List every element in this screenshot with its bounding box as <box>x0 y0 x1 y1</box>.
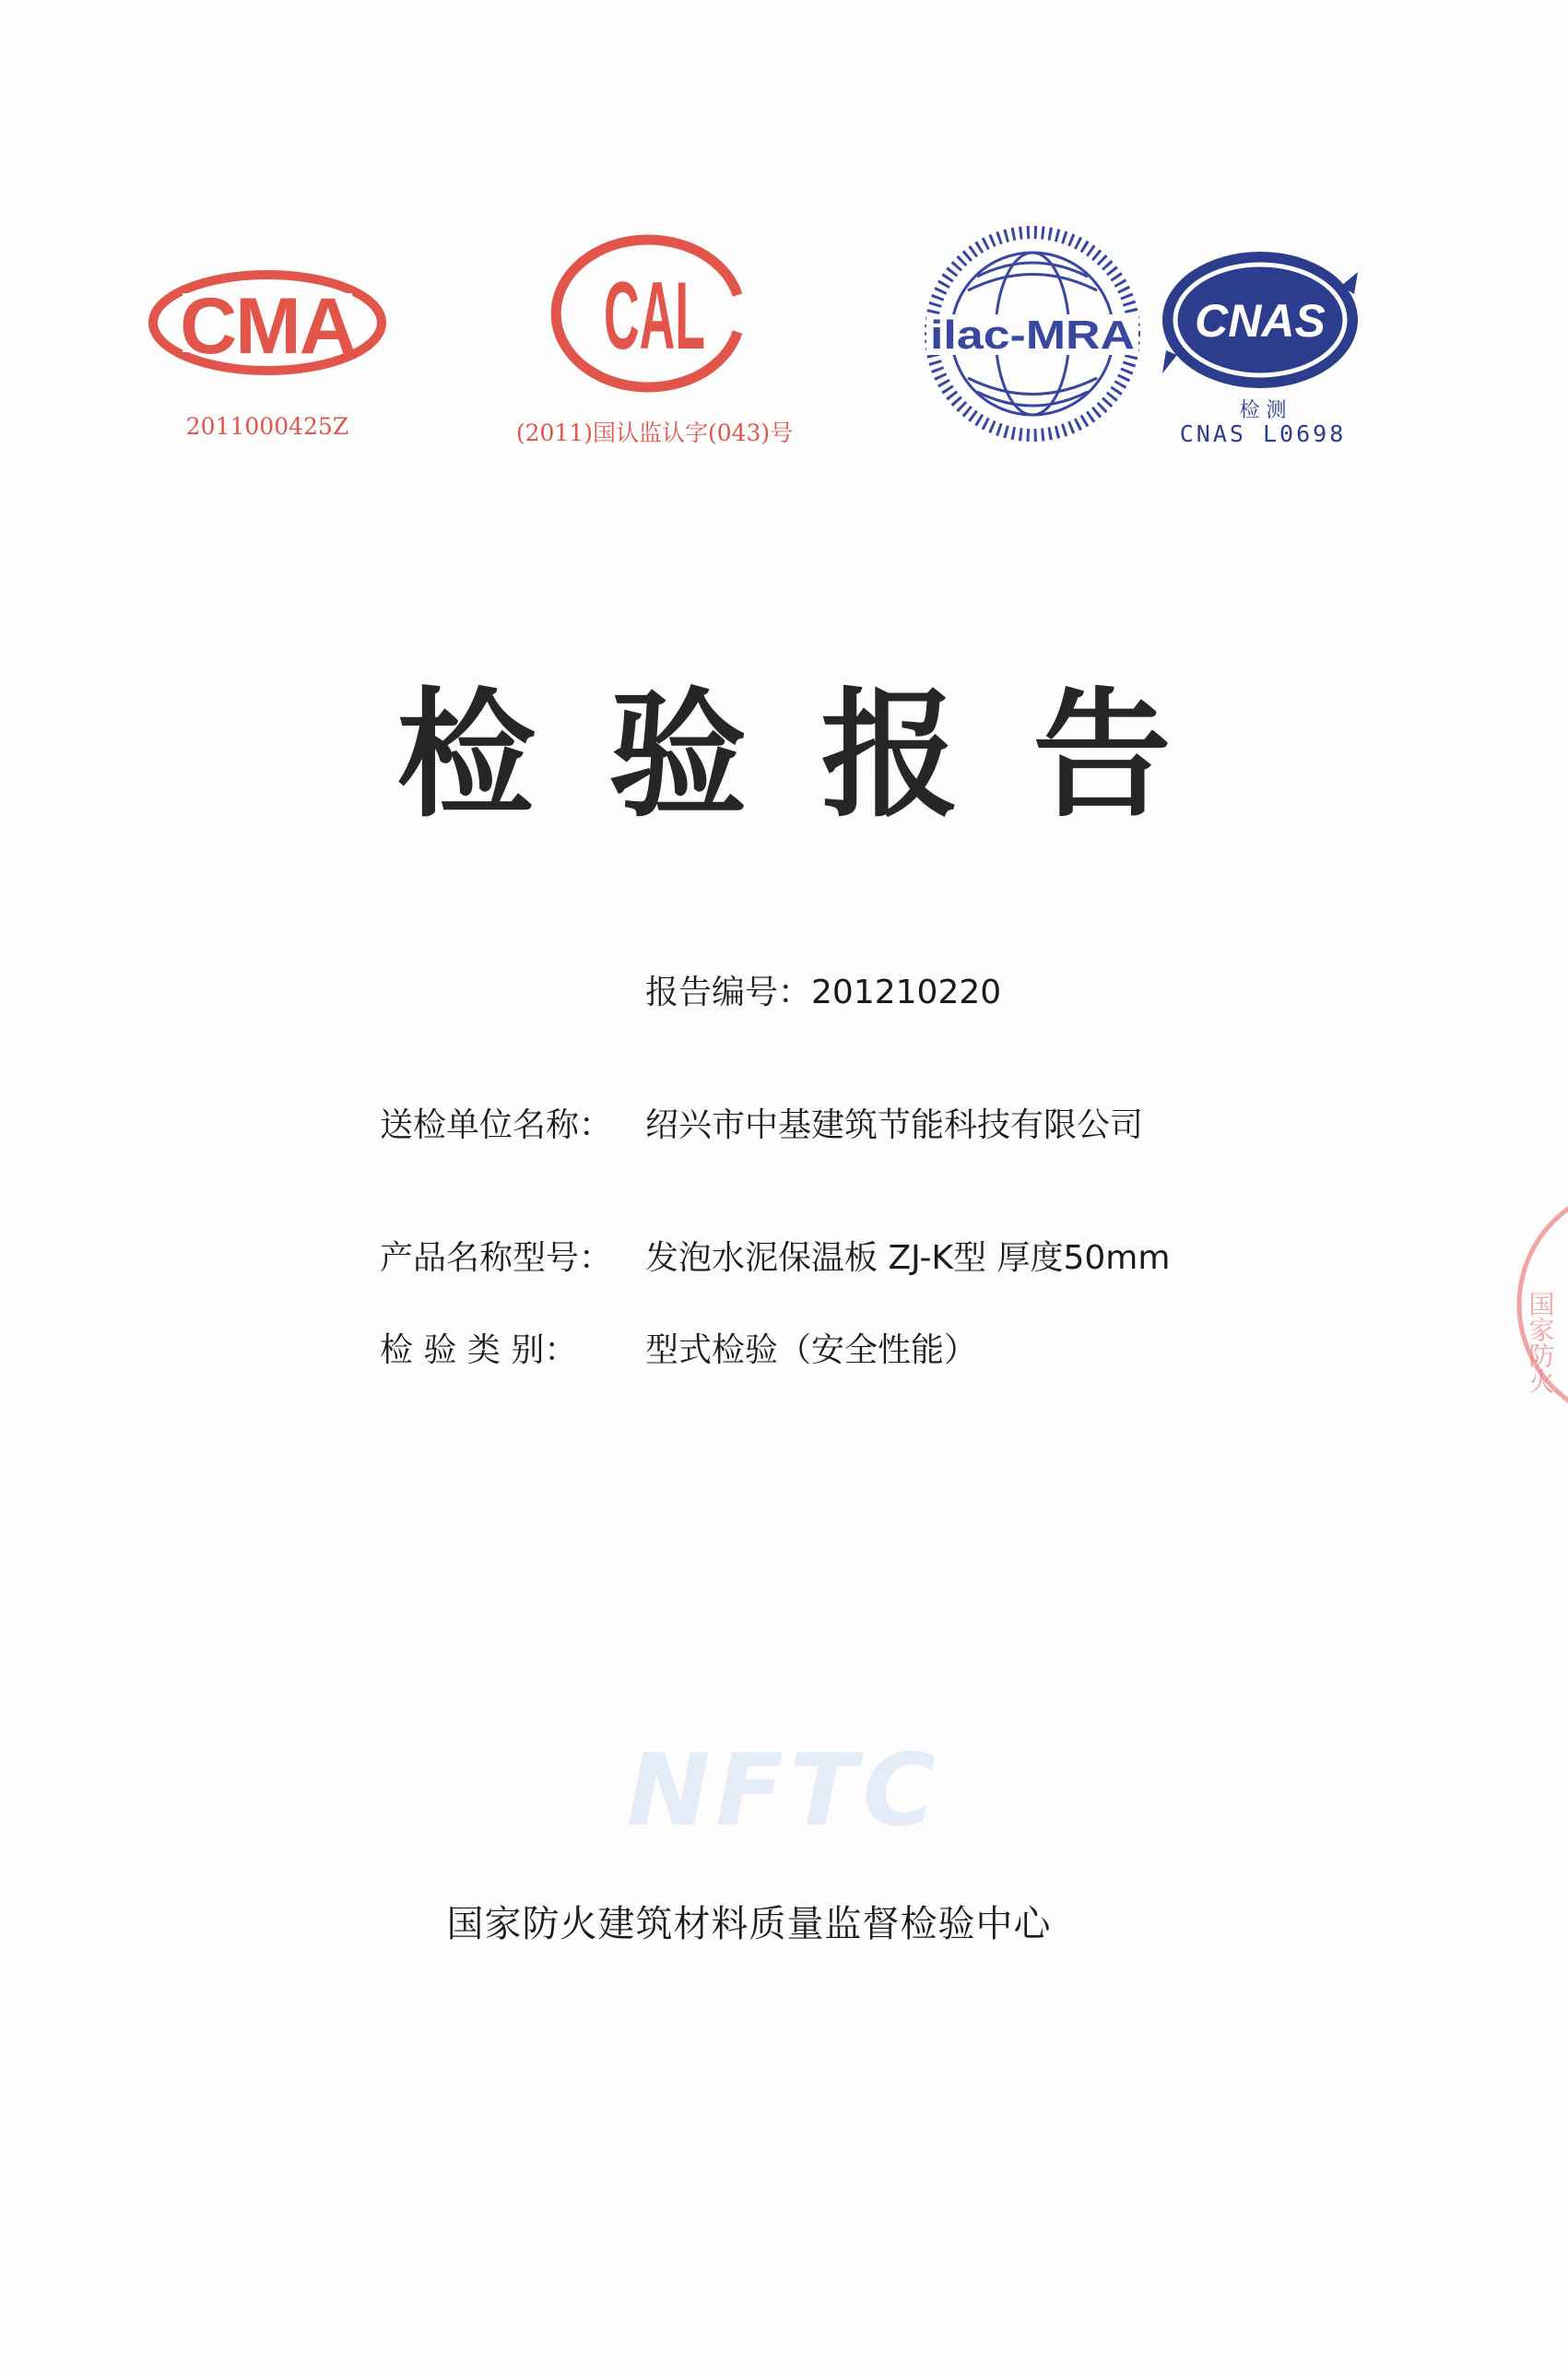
cal-number: (2011)国认监认字(043)号 <box>515 419 794 446</box>
cal-mark-text: CAL <box>604 263 705 370</box>
client-name-field <box>380 1099 1143 1146</box>
cma-number: 2011000425Z <box>185 413 349 440</box>
inspection-type-field <box>380 1324 977 1371</box>
stamp-text: 国家防火 <box>1525 1291 1556 1394</box>
cnas-mark-text: CNAS <box>1195 295 1326 347</box>
red-stamp-partial <box>1513 1180 1568 1429</box>
product-model-field <box>380 1232 1170 1279</box>
cal-seal-icon <box>553 230 756 396</box>
field-label: 送检单位名称： <box>380 1106 613 1144</box>
field-value: 201210220 <box>811 974 1002 1011</box>
cma-mark-text: CMA <box>180 282 355 371</box>
field-value: 发泡水泥保温板 ZJ-K型 厚度50mm <box>645 1239 1171 1277</box>
cnas-caption-bottom: CNAS L0698 <box>1179 420 1347 447</box>
cnas-seal-icon <box>1157 235 1364 396</box>
report-title: 检验报告 <box>396 676 1245 836</box>
cnas-logo <box>1157 235 1364 396</box>
field-value: 型式检验（安全性能） <box>645 1331 978 1369</box>
ilac-mra-logo <box>926 226 1138 443</box>
cnas-caption-top: 检 测 <box>1239 399 1287 422</box>
field-label: 报告编号： <box>645 974 812 1011</box>
field-label: 产品名称型号： <box>380 1239 613 1277</box>
ilac-globe-icon <box>926 226 1138 443</box>
ilac-mark-text: ilac-MRA <box>930 313 1135 358</box>
stamp-seal-icon <box>1513 1180 1568 1429</box>
nftc-watermark-logo: NFTC <box>626 1733 942 1849</box>
cal-logo <box>553 230 756 396</box>
report-number-field <box>645 966 1001 1013</box>
field-value: 绍兴市中基建筑节能科技有限公司 <box>645 1106 1144 1144</box>
cma-logo <box>147 267 387 378</box>
issuing-organization: 国家防火建筑材料质量监督检验中心 <box>446 1903 1052 1945</box>
field-label: 检 验 类 别： <box>380 1331 578 1369</box>
cma-seal-icon <box>147 267 387 378</box>
